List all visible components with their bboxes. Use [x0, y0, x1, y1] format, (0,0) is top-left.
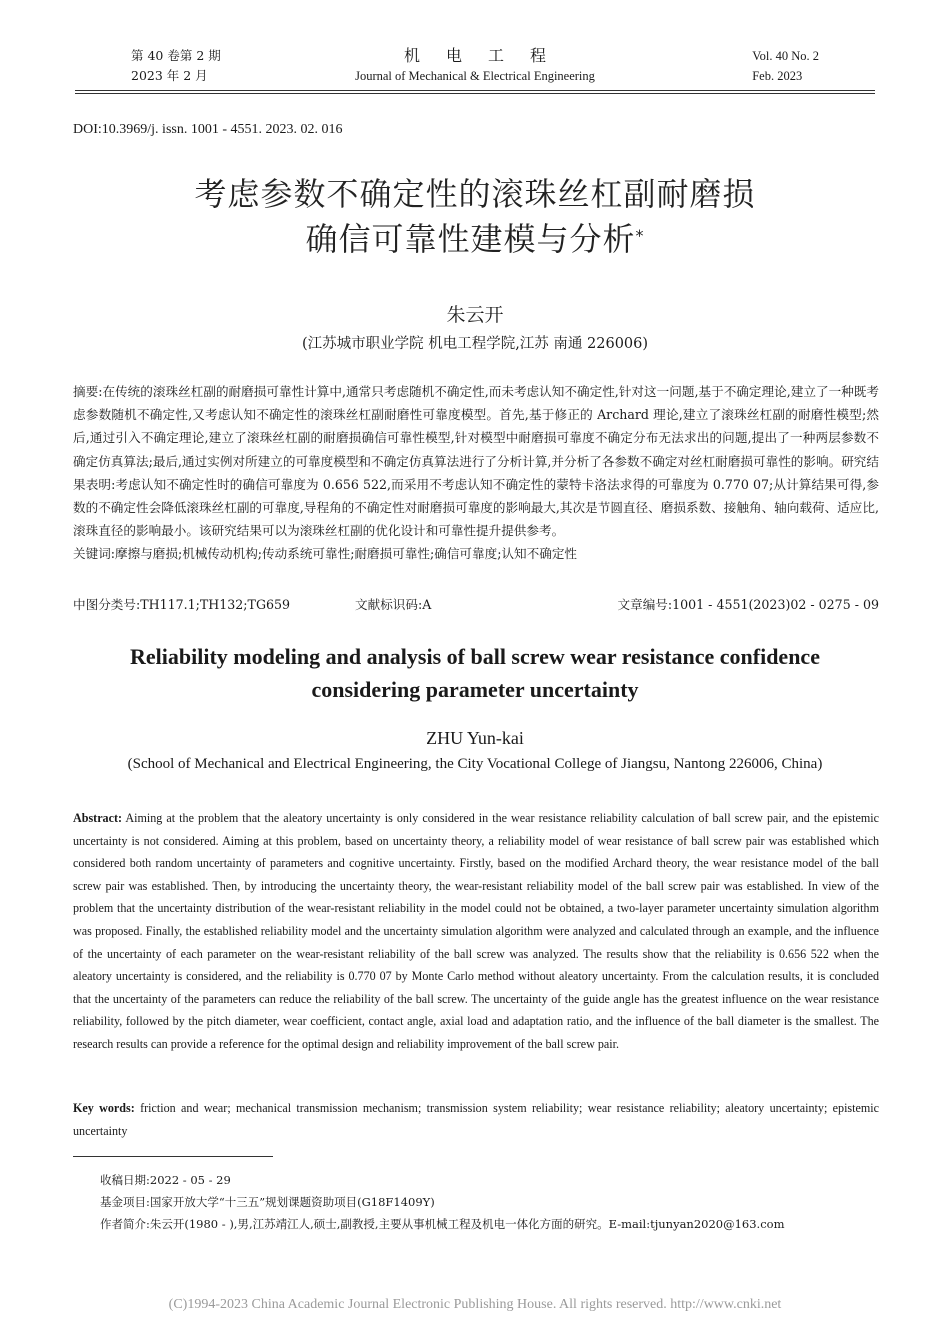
author-en: ZHU Yun-kai	[426, 728, 524, 748]
title-en	[0, 640, 950, 706]
title-en-line2: considering parameter uncertainty	[311, 677, 639, 702]
affiliation-cn: (江苏城市职业学院 机电工程学院,江苏 南通 226006)	[301, 336, 649, 352]
clc-number: 中图分类号:TH117.1;TH132;TG659	[73, 597, 291, 612]
author-cn: 朱云开	[446, 304, 504, 326]
title-cn-line2-text: 确信可靠性建模与分析	[305, 220, 636, 258]
footnote-rule	[73, 1156, 273, 1157]
abstract-en-text: Aiming at the problem that the aleatory uncertainty is only considered in the wear resistance reliability calculation of ball screw pair, and the epistemic uncertainty is not considered. Aiming at this problem, based on uncertainty theory, a reliability model of wear resistance of ball screw pair was established which considered both random uncertainty of parameters and cognitive uncertainty. Firstly, based on the modified Archard theory, the wear resistance model of the ball screw pair was established. Then, by introducing the uncertainty theory, the wear-resistant reliability model of the ball screw pair was established. In view of the problem that the uncertainty distribution of the wear-resistant reliability in the model could not be obtained, a two-layer parameter uncertainty simulation algorithm was proposed. Finally, the established reliability model and the uncertainty simulation algorithm were analyzed and calculated through an example, and the influence of the uncertainty of each parameter on the wear-resistant reliability of the ball screw was analyzed. The results show that the reliability is 0.656 522 when the aleatory uncertainty is considered, and the reliability is 0.770 07 by Monte Carlo method without aleatory uncertainty. From the calculation results, it is concluded that the uncertainty of the parameters can reduce the reliability of the ball screw. The uncertainty of the guide angle has the greatest influence on the wear resistance reliability, followed by the pitch diameter, wear coefficient, contact angle, axial load and adaptation ratio, and the influence of the ball diameter is the smallest. The research results can provide a reference for the optimal design and reliability improvement of the ball screw pair.	[73, 811, 879, 1051]
title-en-line1: Reliability modeling and analysis of ball screw wear resistance confidence	[130, 644, 820, 669]
keywords-en-label: Key words:	[73, 1101, 135, 1115]
article-number: 文章编号:1001 - 4551(2023)02 - 0275 - 09	[617, 597, 879, 612]
keywords-en-text: friction and wear; mechanical transmission mechanism; transmission system reliability; wear resistance reliability; aleatory uncertainty; epistemic uncertainty	[73, 1101, 879, 1138]
doi: DOI:10.3969/j. issn. 1001 - 4551. 2023. 02. 016	[73, 122, 343, 137]
journal-name-en: Journal of Mechanical & Electrical Engineering	[355, 69, 595, 83]
header-rule-top	[75, 90, 875, 91]
header-rule-bottom	[75, 93, 875, 94]
footnote-fund: 基金项目:国家开放大学“十三五”规划课题资助项目(G18F1409Y)	[100, 1195, 435, 1209]
title-cn-line1: 考虑参数不确定性的滚珠丝杠副耐磨损	[194, 175, 756, 213]
journal-name-cn: 机电工程	[403, 46, 572, 65]
keywords-cn: 关键词:摩擦与磨损;机械传动机构;传动系统可靠性;耐磨损可靠性;确信可靠度;认知不确定性	[73, 546, 578, 562]
copyright-footer: (C)1994-2023 China Academic Journal Electronic Publishing House. All rights reserved. http://www.cnki.net	[168, 1297, 782, 1312]
abstract-cn: 摘要:在传统的滚珠丝杠副的耐磨损可靠性计算中,通常只考虑随机不确定性,而未考虑认知不确定性,针对这一问题,基于不确定理论,建立了一种既考虑参数随机不确定性,又考虑认知不确定性的滚珠丝杠副耐磨性可靠度模型。首先,基于修正的 Archard 理论,建立了滚珠丝杠副的耐磨性模型;然后,通过引入不确定理论,建立了滚珠丝杠副的耐磨损确信可靠性模型,针对模型中耐磨损可靠度不确定分布无法求出的问题,提出了一种两层参数不确定仿真算法;最后,通过实例对所建立的可靠度模型和不确定仿真算法进行了分析计算,并分析了各参数不确定对丝杠耐磨损可靠性的影响。研究结果表明:考虑认知不确定性时的确信可靠度为 0.656 522,而采用不考虑认知不确定性的蒙特卡洛法求得的可靠度为 0.770 07;从计算结果可得,参数的不确定性会降低滚珠丝杠副的可靠度,导程角的不确定性对耐磨损可靠度的影响最大,其次是节圆直径、磨损系数、接触角、轴向载荷、适应比,滚珠直径的影响最小。该研究结果可以为滚珠丝杠副的优化设计和可靠性提升提供参考。	[73, 384, 879, 539]
date-en: Feb. 2023	[752, 69, 803, 83]
title-cn-line2	[0, 217, 950, 262]
footnote-author-bio: 作者简介:朱云开(1980 - ),男,江苏靖江人,硕士,副教授,主要从事机械工程及机电一体化方面的研究。E-mail:tjunyan2020@163.com	[100, 1217, 785, 1231]
footnote-received: 收稿日期:2022 - 05 - 29	[100, 1173, 231, 1187]
abstract-en	[73, 807, 879, 1056]
abstract-cn-block	[73, 380, 879, 566]
keywords-en	[73, 1097, 879, 1142]
affiliation-en: (School of Mechanical and Electrical Engineering, the City Vocational College of Jiangsu, Nantong 226006, China)	[127, 756, 823, 772]
title-cn	[0, 172, 950, 262]
journal-issue-en	[752, 46, 819, 86]
abstract-en-label: Abstract:	[73, 811, 123, 825]
fund-footnote-mark: *	[635, 226, 645, 245]
document-code: 文献标识码:A	[355, 597, 432, 612]
volume-issue-en: Vol. 40 No. 2	[752, 49, 819, 63]
volume-issue-cn: 第 40 卷第 2 期	[131, 48, 221, 63]
date-cn: 2023 年 2 月	[131, 68, 208, 83]
